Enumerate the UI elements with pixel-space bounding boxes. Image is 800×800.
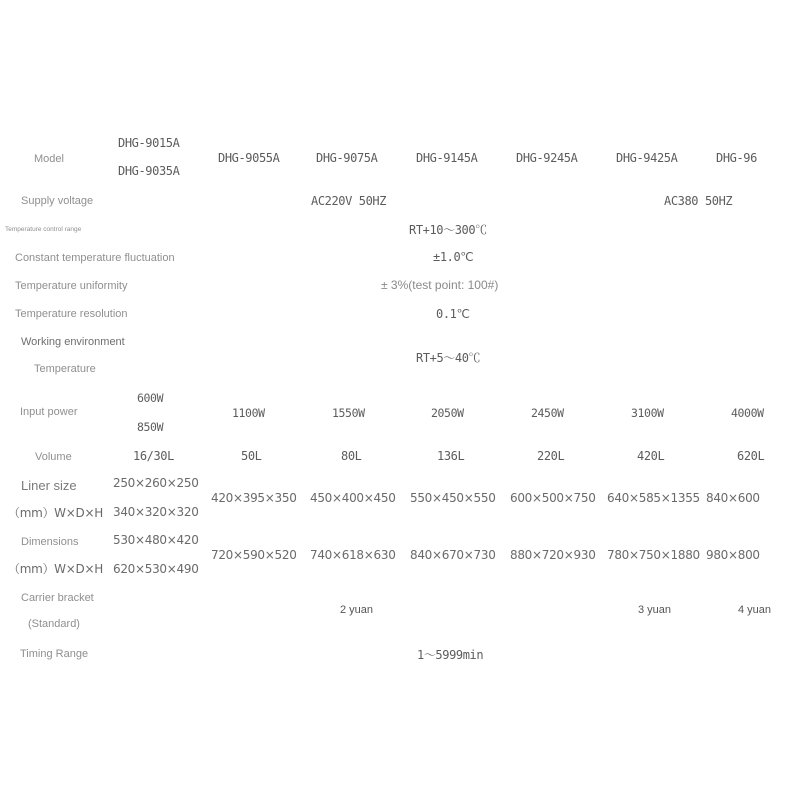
label-liner-unit: （mm）W×D×H: [8, 506, 103, 520]
model-cell: DHG-9015A: [118, 136, 180, 150]
model-cell: DHG-9425A: [616, 151, 678, 165]
input-power-cell: 2050W: [431, 406, 464, 420]
model-cell: DHG-96: [716, 151, 757, 165]
label-temp-control-range: Temperature control range: [5, 226, 82, 233]
label-temp-fluctuation: Constant temperature fluctuation: [15, 252, 175, 264]
label-liner-size: Liner size: [21, 478, 77, 493]
dimensions-cell: 620×530×490: [113, 562, 199, 576]
temp-resolution-value: 0.1℃: [436, 307, 470, 321]
liner-size-cell: 420×395×350: [211, 491, 297, 505]
model-cell: DHG-9075A: [316, 151, 378, 165]
input-power-cell: 1550W: [332, 406, 365, 420]
liner-size-cell: 640×585×1355: [607, 491, 700, 505]
temp-fluctuation-value: ±1.0℃: [433, 250, 474, 264]
volume-cell: 80L: [341, 449, 362, 463]
dimensions-cell: 840×670×730: [410, 548, 496, 562]
label-supply-voltage: Supply voltage: [21, 195, 94, 207]
label-dimensions-unit: （mm）W×D×H: [8, 562, 103, 576]
volume-cell: 420L: [637, 449, 665, 463]
volume-cell: 620L: [737, 449, 765, 463]
dimensions-cell: 740×618×630: [310, 548, 396, 562]
timing-range-value: 1～5999min: [417, 648, 484, 662]
dimensions-cell: 720×590×520: [211, 548, 297, 562]
supply-voltage-cell: AC220V 50HZ: [311, 194, 387, 208]
liner-size-cell: 550×450×550: [410, 491, 496, 505]
carrier-bracket-cell: 4 yuan: [738, 604, 772, 616]
label-carrier-bracket: Carrier bracket: [21, 592, 94, 604]
dimensions-cell: 880×720×930: [510, 548, 596, 562]
volume-cell: 16/30L: [133, 449, 174, 463]
volume-cell: 220L: [537, 449, 565, 463]
carrier-bracket-cell: 2 yuan: [340, 604, 374, 616]
working-temperature-value: RT+5～40℃: [416, 351, 481, 365]
label-temp-resolution: Temperature resolution: [15, 308, 128, 320]
carrier-bracket-cell: 3 yuan: [638, 604, 672, 616]
label-model: Model: [34, 153, 64, 165]
input-power-cell: 4000W: [731, 406, 764, 420]
dimensions-cell: 530×480×420: [113, 533, 199, 547]
liner-size-cell: 840×600: [706, 491, 760, 505]
label-timing-range: Timing Range: [20, 648, 89, 660]
input-power-cell: 600W: [137, 391, 164, 405]
label-volume: Volume: [35, 451, 72, 463]
label-temperature: Temperature: [34, 363, 96, 375]
label-carrier-standard: (Standard): [28, 618, 80, 630]
dimensions-cell: 780×750×1880: [607, 548, 700, 562]
label-dimensions: Dimensions: [21, 536, 79, 548]
liner-size-cell: 250×260×250: [113, 476, 199, 490]
input-power-cell: 1100W: [232, 406, 265, 420]
temp-uniformity-value: ± 3%(test point: 100#): [381, 278, 499, 292]
liner-size-cell: 450×400×450: [310, 491, 396, 505]
input-power-cell: 2450W: [531, 406, 564, 420]
temp-control-range-value: RT+10～300℃: [409, 223, 487, 237]
label-input-power: Input power: [20, 406, 78, 418]
liner-size-cell: 340×320×320: [113, 505, 199, 519]
input-power-cell: 850W: [137, 420, 164, 434]
supply-voltage-cell: AC380 50HZ: [664, 194, 733, 208]
model-cell: DHG-9035A: [118, 164, 180, 178]
input-power-cell: 3100W: [631, 406, 664, 420]
model-cell: DHG-9055A: [218, 151, 280, 165]
dimensions-cell: 980×800: [706, 548, 760, 562]
volume-cell: 50L: [241, 449, 262, 463]
label-working-environment: Working environment: [21, 336, 125, 348]
label-temp-uniformity: Temperature uniformity: [15, 280, 128, 292]
model-cell: DHG-9245A: [516, 151, 578, 165]
model-cell: DHG-9145A: [416, 151, 478, 165]
liner-size-cell: 600×500×750: [510, 491, 596, 505]
volume-cell: 136L: [437, 449, 465, 463]
